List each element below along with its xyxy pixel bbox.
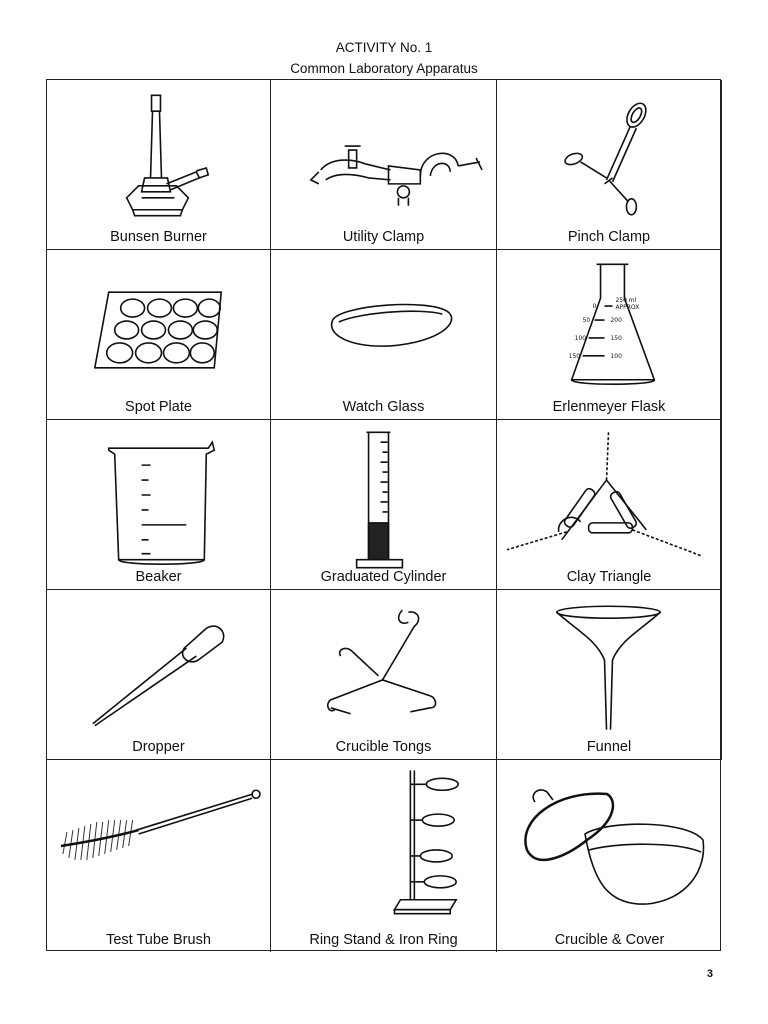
cell-clay-triangle — [497, 420, 722, 590]
ring-stand-icon — [271, 760, 496, 930]
cell-beaker — [47, 420, 271, 590]
apparatus-grid — [46, 79, 721, 951]
watch-glass-icon — [271, 250, 496, 400]
cell-graduated-cylinder — [271, 420, 497, 590]
label-spot-plate: Spot Plate — [125, 399, 192, 415]
label-clay-triangle: Clay Triangle — [566, 569, 652, 585]
flask-mark-200: 200 — [610, 317, 622, 325]
spot-plate-icon — [47, 250, 270, 400]
label-beaker: Beaker — [135, 569, 182, 585]
page-number: 3 — [706, 968, 713, 980]
label-crucible-cover: Crucible & Cover — [554, 932, 665, 948]
clay-triangle-icon — [497, 420, 721, 570]
test-tube-brush-icon — [47, 760, 270, 930]
label-pinch-clamp: Pinch Clamp — [567, 229, 651, 245]
cell-funnel — [497, 590, 722, 760]
label-watch-glass: Watch Glass — [342, 399, 425, 415]
cell-utility-clamp — [271, 80, 497, 250]
activity-subtitle: Common Laboratory Apparatus — [290, 61, 478, 76]
pinch-clamp-icon — [497, 80, 721, 230]
label-bunsen-burner: Bunsen Burner — [110, 229, 207, 245]
cell-watch-glass — [271, 250, 497, 420]
dropper-icon — [47, 590, 270, 740]
flask-mark-0: 0 — [592, 303, 597, 311]
flask-mark-100: 100 — [574, 334, 587, 342]
erlenmeyer-flask-icon — [497, 250, 721, 400]
cell-crucible-tongs — [271, 590, 497, 760]
cell-test-tube-brush — [47, 760, 271, 952]
cell-crucible-cover — [497, 760, 722, 952]
cell-ring-stand — [271, 760, 497, 952]
flask-mark-50: 50 — [582, 317, 591, 325]
cell-spot-plate — [47, 250, 271, 420]
crucible-tongs-icon — [271, 590, 496, 740]
utility-clamp-icon — [271, 80, 496, 230]
cell-dropper — [47, 590, 271, 760]
cell-bunsen-burner — [47, 80, 271, 250]
funnel-icon — [497, 590, 721, 740]
flask-mark-approx: APPROX — [615, 304, 640, 312]
label-dropper: Dropper — [132, 739, 185, 755]
beaker-icon — [47, 420, 270, 570]
flask-mark-150: 150 — [610, 334, 622, 342]
graduated-cylinder-icon — [271, 420, 496, 570]
label-crucible-tongs: Crucible Tongs — [335, 739, 432, 755]
label-test-tube-brush: Test Tube Brush — [106, 932, 211, 948]
label-erlenmeyer-flask: Erlenmeyer Flask — [552, 399, 666, 415]
bunsen-burner-icon — [47, 80, 270, 230]
cell-pinch-clamp — [497, 80, 722, 250]
flask-mark-volume: 250 ml — [615, 297, 637, 305]
activity-title: ACTIVITY No. 1 — [335, 40, 433, 55]
flask-mark-150b: 150 — [568, 352, 581, 360]
crucible-cover-icon — [497, 760, 722, 930]
label-graduated-cylinder: Graduated Cylinder — [320, 569, 447, 585]
label-utility-clamp: Utility Clamp — [342, 229, 425, 245]
label-funnel: Funnel — [586, 739, 632, 755]
cell-erlenmeyer-flask — [497, 250, 722, 420]
label-ring-stand: Ring Stand & Iron Ring — [309, 932, 458, 948]
flask-mark-100b: 100 — [610, 352, 622, 360]
